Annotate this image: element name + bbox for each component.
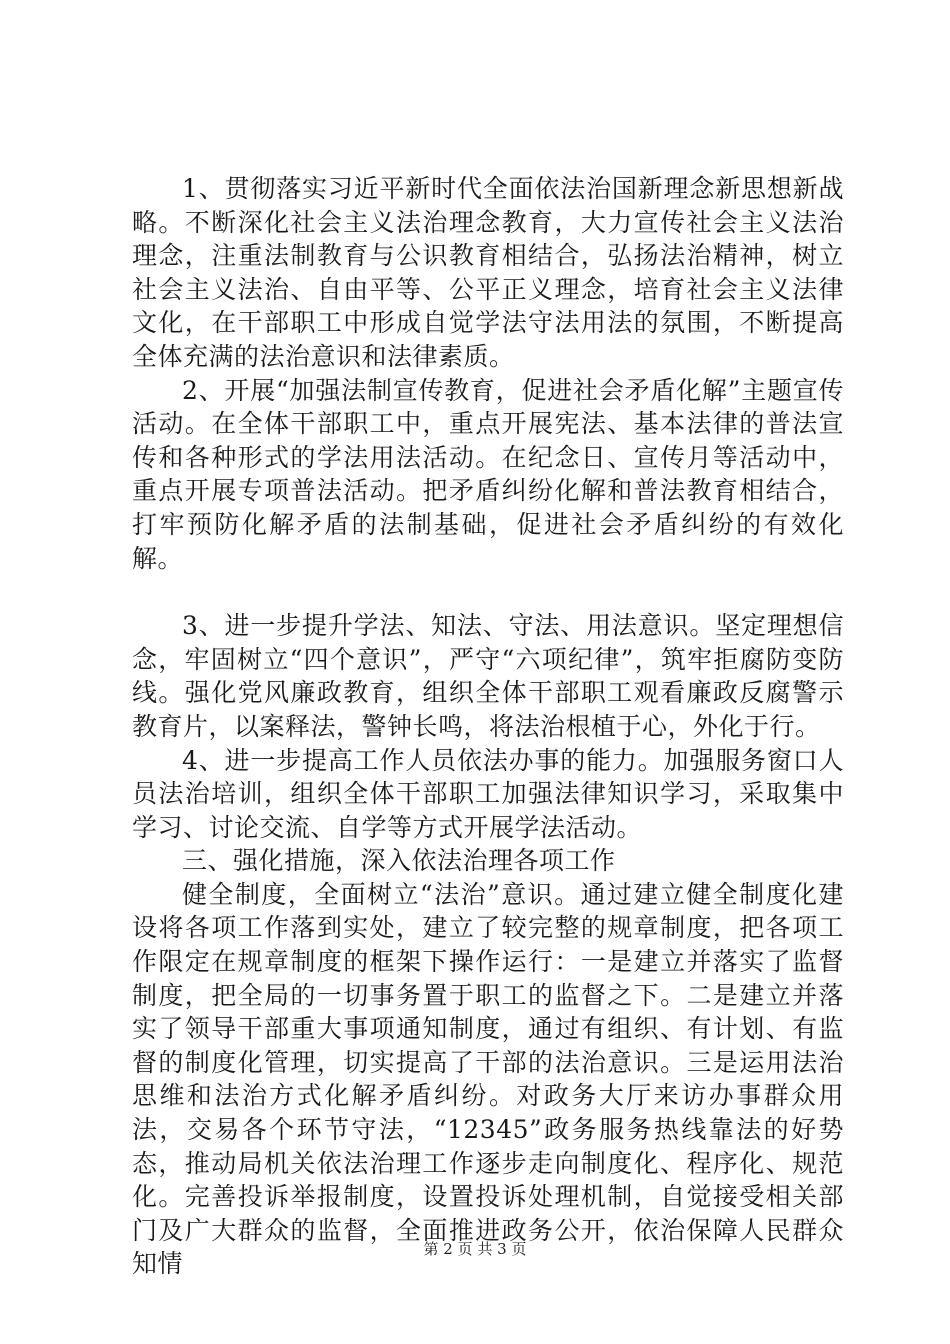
document-body xyxy=(132,172,844,1281)
paragraph-2: 2、开展“加强法制宣传教育，促进社会矛盾化解”主题宣传活动。在全体干部职工中，重点开展宪法、基本法律的普法宣传和各种形式的学法用法活动。在纪念日、宣传月等活动中，重点开展专项普法活动。把矛盾纠纷化解和普法教育相结合，打牢预防化解矛盾的法制基础，促进社会矛盾纠纷的有效化解。 xyxy=(132,375,844,573)
paragraph-5: 健全制度，全面树立“法治”意识。通过建立健全制度化建设将各项工作落到实处，建立了较完整的规章制度，把各项工作限定在规章制度的框架下操作运行：一是建立并落实了监督制度，把全局的一切事务置于职工的监督之下。二是建立并落实了领导干部重大事项通知制度，通过有组织、有计划、有监督的制度化管理，切实提高了干部的法治意识。三是运用法治思维和法治方式化解矛盾纠纷。对政务大厅来访办事群众用法，交易各个环节守法，“12345”政务服务热线靠法的好势态，推动局机关依法治理工作逐步走向制度化、程序化、规范化。完善投诉举报制度，设置投诉处理机制，自觉接受相关部门及广大群众的监督，全面推进政务公开，依治保障人民群众知情 xyxy=(132,879,844,1279)
page-footer: 第 2 页 共 3 页 xyxy=(423,1240,527,1258)
paragraph-4: 4、进一步提高工作人员依法办事的能力。加强服务窗口人员法治培训，组织全体干部职工加强法律知识学习，采取集中学习、讨论交流、自学等方式开展学法活动。 xyxy=(132,745,844,842)
paragraph-3: 3、进一步提升学法、知法、守法、用法意识。坚定理想信念，牢固树立“四个意识”，严守“六项纪律”，筑牢拒腐防变防线。强化党风廉政教育，组织全体干部职工观看廉政反腐警示教育片，以案释法，警钟长鸣，将法治根植于心，外化于行。 xyxy=(132,611,844,741)
paragraph-spacer xyxy=(132,575,844,609)
section-heading: 三、强化措施，深入依法治理各项工作 xyxy=(182,846,616,876)
paragraph-1: 1、贯彻落实习近平新时代全面依法治国新理念新思想新战略。不断深化社会主义法治理念教育，大力宣传社会主义法治理念，注重法制教育与公识教育相结合，弘扬法治精神，树立社会主义法治、自由平等、公平正义理念，培育社会主义法律文化，在干部职工中形成自觉学法守法用法的氛围，不断提高全体充满的法治意识和法律素质。 xyxy=(132,174,844,371)
